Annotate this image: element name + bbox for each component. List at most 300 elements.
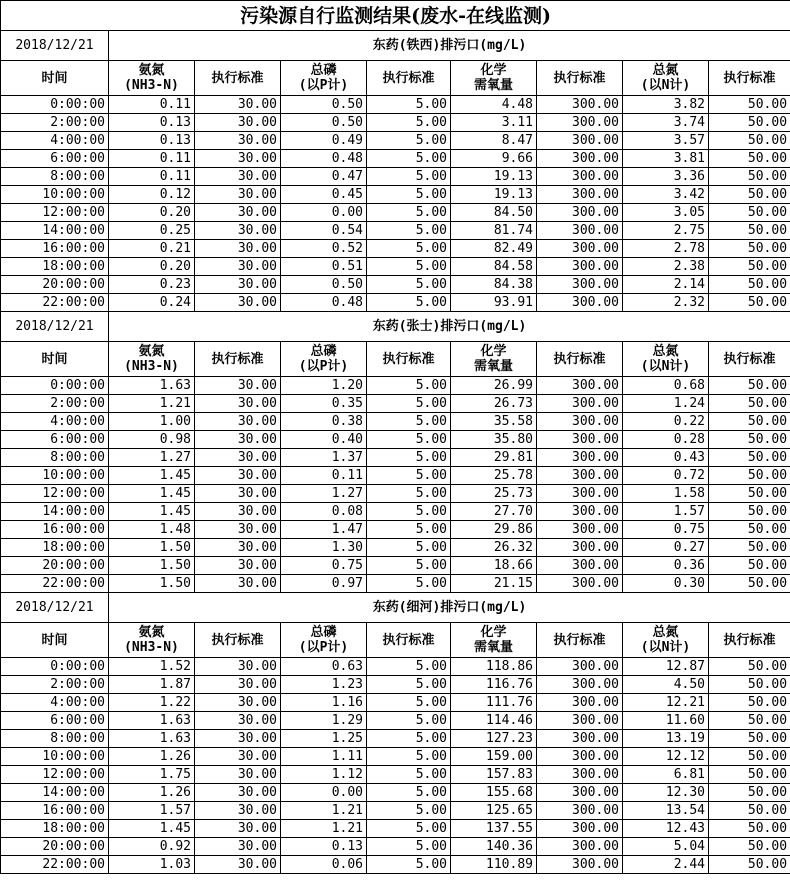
tp-cell: 0.45 (281, 186, 367, 204)
table-row (1, 467, 790, 485)
tn-standard-cell: 50.00 (709, 694, 790, 712)
cod-cell: 110.89 (451, 856, 537, 874)
time-cell: 10:00:00 (1, 467, 109, 485)
header-line: 需氧量 (473, 78, 513, 93)
nh3-cell: 1.63 (109, 712, 195, 730)
header-line: (NH3-N) (124, 78, 179, 93)
tp-standard-cell: 5.00 (367, 413, 451, 431)
time-cell: 18:00:00 (1, 258, 109, 276)
tn-standard-cell: 50.00 (709, 784, 790, 802)
tn-cell: 1.58 (623, 485, 709, 503)
cod-standard-cell: 300.00 (537, 676, 623, 694)
time-cell: 6:00:00 (1, 712, 109, 730)
tn-standard-cell: 50.00 (709, 467, 790, 485)
cod-cell: 140.36 (451, 838, 537, 856)
tp-cell: 1.21 (281, 802, 367, 820)
cod-cell: 84.50 (451, 204, 537, 222)
tp-standard-cell: 5.00 (367, 838, 451, 856)
tp-standard-cell: 5.00 (367, 168, 451, 186)
cod-standard-cell: 300.00 (537, 204, 623, 222)
col-header-time: 时间 (1, 342, 109, 377)
tp-standard-cell: 5.00 (367, 503, 451, 521)
cod-standard-cell: 300.00 (537, 485, 623, 503)
table-row (1, 838, 790, 856)
column-header-row (1, 623, 790, 658)
tp-cell: 0.50 (281, 96, 367, 114)
time-cell: 20:00:00 (1, 557, 109, 575)
cod-cell: 111.76 (451, 694, 537, 712)
tn-standard-cell: 50.00 (709, 485, 790, 503)
cod-standard-cell: 300.00 (537, 240, 623, 258)
tp-cell: 0.08 (281, 503, 367, 521)
time-cell: 14:00:00 (1, 503, 109, 521)
nh3-cell: 0.11 (109, 96, 195, 114)
cod-standard-cell: 300.00 (537, 748, 623, 766)
cod-cell: 25.78 (451, 467, 537, 485)
tn-cell: 2.75 (623, 222, 709, 240)
nh3-cell: 1.75 (109, 766, 195, 784)
title-row (1, 1, 790, 31)
nh3-standard-cell: 30.00 (195, 748, 281, 766)
nh3-standard-cell: 30.00 (195, 521, 281, 539)
cod-standard-cell: 300.00 (537, 838, 623, 856)
tp-cell: 0.49 (281, 132, 367, 150)
section-header-row (1, 312, 790, 342)
table-row (1, 431, 790, 449)
nh3-cell: 1.45 (109, 503, 195, 521)
cod-cell: 155.68 (451, 784, 537, 802)
nh3-cell: 0.11 (109, 150, 195, 168)
tn-cell: 3.74 (623, 114, 709, 132)
tp-cell: 1.11 (281, 748, 367, 766)
tn-cell: 1.24 (623, 395, 709, 413)
nh3-standard-cell: 30.00 (195, 186, 281, 204)
cod-cell: 19.13 (451, 168, 537, 186)
nh3-standard-cell: 30.00 (195, 485, 281, 503)
nh3-standard-cell: 30.00 (195, 557, 281, 575)
header-line: (以N计) (640, 640, 691, 655)
tn-cell: 5.04 (623, 838, 709, 856)
cod-standard-cell: 300.00 (537, 784, 623, 802)
tn-standard-cell: 50.00 (709, 449, 790, 467)
tn-standard-cell: 50.00 (709, 413, 790, 431)
nh3-standard-cell: 30.00 (195, 766, 281, 784)
table-row (1, 856, 790, 874)
time-cell: 20:00:00 (1, 838, 109, 856)
tn-cell: 0.22 (623, 413, 709, 431)
header-line: 氨氮 (138, 344, 165, 359)
col-header-tn (623, 61, 709, 96)
cod-standard-cell: 300.00 (537, 276, 623, 294)
table-row (1, 294, 790, 312)
table-row (1, 449, 790, 467)
col-header-nh3 (109, 61, 195, 96)
tn-cell: 11.60 (623, 712, 709, 730)
nh3-standard-cell: 30.00 (195, 575, 281, 593)
table-row (1, 377, 790, 395)
tp-cell: 1.20 (281, 377, 367, 395)
tp-cell: 0.13 (281, 838, 367, 856)
tp-standard-cell: 5.00 (367, 132, 451, 150)
table-row (1, 150, 790, 168)
tp-standard-cell: 5.00 (367, 575, 451, 593)
time-cell: 16:00:00 (1, 240, 109, 258)
header-line: 氨氮 (138, 63, 165, 78)
cod-standard-cell: 300.00 (537, 186, 623, 204)
tn-standard-cell: 50.00 (709, 240, 790, 258)
time-cell: 0:00:00 (1, 96, 109, 114)
tp-cell: 0.47 (281, 168, 367, 186)
cod-standard-cell: 300.00 (537, 802, 623, 820)
tn-cell: 12.30 (623, 784, 709, 802)
tn-cell: 3.57 (623, 132, 709, 150)
table-row (1, 766, 790, 784)
cod-cell: 4.48 (451, 96, 537, 114)
cod-standard-cell: 300.00 (537, 521, 623, 539)
header-line: 需氧量 (473, 359, 513, 374)
table-row (1, 258, 790, 276)
tn-standard-cell: 50.00 (709, 96, 790, 114)
tn-cell: 0.27 (623, 539, 709, 557)
tp-cell: 1.16 (281, 694, 367, 712)
section-date: 2018/12/21 (1, 593, 109, 623)
tn-standard-cell: 50.00 (709, 766, 790, 784)
table-row (1, 240, 790, 258)
cod-cell: 26.73 (451, 395, 537, 413)
nh3-cell: 1.63 (109, 730, 195, 748)
col-header-tp (281, 342, 367, 377)
tn-cell: 12.43 (623, 820, 709, 838)
cod-cell: 26.32 (451, 539, 537, 557)
nh3-cell: 1.50 (109, 539, 195, 557)
cod-cell: 159.00 (451, 748, 537, 766)
table-row (1, 485, 790, 503)
table-row (1, 730, 790, 748)
cod-cell: 29.81 (451, 449, 537, 467)
tp-standard-cell: 5.00 (367, 802, 451, 820)
column-header-row (1, 61, 790, 96)
cod-cell: 35.80 (451, 431, 537, 449)
header-line: 化学 (480, 344, 507, 359)
tp-standard-cell: 5.00 (367, 449, 451, 467)
tn-cell: 13.54 (623, 802, 709, 820)
nh3-cell: 0.20 (109, 204, 195, 222)
tp-cell: 0.75 (281, 557, 367, 575)
cod-cell: 35.58 (451, 413, 537, 431)
nh3-standard-cell: 30.00 (195, 204, 281, 222)
tp-standard-cell: 5.00 (367, 539, 451, 557)
tn-standard-cell: 50.00 (709, 676, 790, 694)
col-header-standard: 执行标准 (709, 61, 790, 96)
cod-standard-cell: 300.00 (537, 413, 623, 431)
nh3-standard-cell: 30.00 (195, 503, 281, 521)
tp-standard-cell: 5.00 (367, 186, 451, 204)
tp-standard-cell: 5.00 (367, 712, 451, 730)
col-header-tp (281, 61, 367, 96)
tn-standard-cell: 50.00 (709, 377, 790, 395)
nh3-cell: 0.21 (109, 240, 195, 258)
time-cell: 12:00:00 (1, 204, 109, 222)
tn-cell: 0.43 (623, 449, 709, 467)
header-line: 总氮 (652, 625, 679, 640)
tn-standard-cell: 50.00 (709, 294, 790, 312)
col-header-standard: 执行标准 (367, 61, 451, 96)
cod-standard-cell: 300.00 (537, 730, 623, 748)
col-header-nh3 (109, 623, 195, 658)
header-line: 总氮 (652, 344, 679, 359)
header-line: (以N计) (640, 78, 691, 93)
col-header-standard: 执行标准 (709, 342, 790, 377)
header-line: 化学 (480, 63, 507, 78)
tn-cell: 3.81 (623, 150, 709, 168)
section-date: 2018/12/21 (1, 31, 109, 61)
cod-standard-cell: 300.00 (537, 503, 623, 521)
tp-cell: 0.40 (281, 431, 367, 449)
cod-standard-cell: 300.00 (537, 539, 623, 557)
col-header-standard: 执行标准 (537, 623, 623, 658)
tn-cell: 2.14 (623, 276, 709, 294)
nh3-standard-cell: 30.00 (195, 294, 281, 312)
col-header-tn (623, 623, 709, 658)
cod-cell: 8.47 (451, 132, 537, 150)
col-header-standard: 执行标准 (709, 623, 790, 658)
nh3-cell: 1.50 (109, 557, 195, 575)
table-row (1, 204, 790, 222)
table-row (1, 96, 790, 114)
col-header-standard: 执行标准 (367, 342, 451, 377)
tn-cell: 3.82 (623, 96, 709, 114)
tp-cell: 0.35 (281, 395, 367, 413)
nh3-cell: 0.13 (109, 132, 195, 150)
tn-standard-cell: 50.00 (709, 820, 790, 838)
col-header-tp (281, 623, 367, 658)
cod-cell: 81.74 (451, 222, 537, 240)
nh3-standard-cell: 30.00 (195, 96, 281, 114)
tn-cell: 0.30 (623, 575, 709, 593)
table-row (1, 557, 790, 575)
nh3-cell: 0.13 (109, 114, 195, 132)
tp-standard-cell: 5.00 (367, 694, 451, 712)
nh3-standard-cell: 30.00 (195, 258, 281, 276)
tn-standard-cell: 50.00 (709, 539, 790, 557)
tn-cell: 1.57 (623, 503, 709, 521)
tn-standard-cell: 50.00 (709, 503, 790, 521)
tn-standard-cell: 50.00 (709, 222, 790, 240)
time-cell: 6:00:00 (1, 150, 109, 168)
header-line: (以N计) (640, 359, 691, 374)
table-row (1, 712, 790, 730)
section-date: 2018/12/21 (1, 312, 109, 342)
nh3-standard-cell: 30.00 (195, 222, 281, 240)
tn-standard-cell: 50.00 (709, 395, 790, 413)
col-header-standard: 执行标准 (195, 61, 281, 96)
nh3-standard-cell: 30.00 (195, 820, 281, 838)
tn-cell: 0.28 (623, 431, 709, 449)
time-cell: 18:00:00 (1, 820, 109, 838)
cod-standard-cell: 300.00 (537, 258, 623, 276)
cod-standard-cell: 300.00 (537, 856, 623, 874)
nh3-standard-cell: 30.00 (195, 676, 281, 694)
table-row (1, 222, 790, 240)
nh3-cell: 1.45 (109, 467, 195, 485)
cod-standard-cell: 300.00 (537, 557, 623, 575)
nh3-standard-cell: 30.00 (195, 658, 281, 676)
header-line: (NH3-N) (124, 359, 179, 374)
col-header-standard: 执行标准 (537, 342, 623, 377)
tn-cell: 2.32 (623, 294, 709, 312)
time-cell: 14:00:00 (1, 222, 109, 240)
cod-standard-cell: 300.00 (537, 766, 623, 784)
cod-cell: 26.99 (451, 377, 537, 395)
nh3-standard-cell: 30.00 (195, 694, 281, 712)
header-line: 总磷 (310, 63, 337, 78)
tn-standard-cell: 50.00 (709, 712, 790, 730)
tn-standard-cell: 50.00 (709, 658, 790, 676)
cod-standard-cell: 300.00 (537, 449, 623, 467)
cod-cell: 18.66 (451, 557, 537, 575)
tn-standard-cell: 50.00 (709, 186, 790, 204)
tn-cell: 0.72 (623, 467, 709, 485)
table-row (1, 694, 790, 712)
tp-standard-cell: 5.00 (367, 276, 451, 294)
nh3-cell: 0.92 (109, 838, 195, 856)
time-cell: 10:00:00 (1, 186, 109, 204)
cod-cell: 29.86 (451, 521, 537, 539)
cod-standard-cell: 300.00 (537, 694, 623, 712)
tn-standard-cell: 50.00 (709, 258, 790, 276)
tp-cell: 0.38 (281, 413, 367, 431)
tn-standard-cell: 50.00 (709, 276, 790, 294)
time-cell: 16:00:00 (1, 802, 109, 820)
tp-cell: 0.00 (281, 204, 367, 222)
tn-standard-cell: 50.00 (709, 748, 790, 766)
tp-cell: 1.29 (281, 712, 367, 730)
cod-cell: 3.11 (451, 114, 537, 132)
time-cell: 2:00:00 (1, 676, 109, 694)
tn-cell: 12.12 (623, 748, 709, 766)
nh3-cell: 1.52 (109, 658, 195, 676)
nh3-standard-cell: 30.00 (195, 431, 281, 449)
tn-cell: 2.38 (623, 258, 709, 276)
tn-cell: 6.81 (623, 766, 709, 784)
nh3-standard-cell: 30.00 (195, 114, 281, 132)
table-row (1, 503, 790, 521)
time-cell: 6:00:00 (1, 431, 109, 449)
table-row (1, 658, 790, 676)
cod-standard-cell: 300.00 (537, 114, 623, 132)
tp-cell: 1.27 (281, 485, 367, 503)
tp-cell: 0.51 (281, 258, 367, 276)
tp-standard-cell: 5.00 (367, 222, 451, 240)
nh3-standard-cell: 30.00 (195, 395, 281, 413)
tn-standard-cell: 50.00 (709, 150, 790, 168)
time-cell: 12:00:00 (1, 766, 109, 784)
tn-cell: 13.19 (623, 730, 709, 748)
table-row (1, 748, 790, 766)
tp-standard-cell: 5.00 (367, 856, 451, 874)
tp-cell: 0.06 (281, 856, 367, 874)
tn-cell: 12.87 (623, 658, 709, 676)
col-header-tn (623, 342, 709, 377)
nh3-cell: 1.22 (109, 694, 195, 712)
nh3-cell: 1.26 (109, 748, 195, 766)
nh3-cell: 0.24 (109, 294, 195, 312)
tp-cell: 0.54 (281, 222, 367, 240)
tn-cell: 4.50 (623, 676, 709, 694)
section-outlet-title: 东药(细河)排污口(mg/L) (109, 593, 790, 623)
nh3-cell: 1.21 (109, 395, 195, 413)
tn-cell: 3.42 (623, 186, 709, 204)
tn-cell: 0.68 (623, 377, 709, 395)
tn-standard-cell: 50.00 (709, 431, 790, 449)
nh3-standard-cell: 30.00 (195, 150, 281, 168)
cod-standard-cell: 300.00 (537, 712, 623, 730)
nh3-cell: 0.25 (109, 222, 195, 240)
time-cell: 4:00:00 (1, 132, 109, 150)
tn-cell: 2.78 (623, 240, 709, 258)
cod-cell: 9.66 (451, 150, 537, 168)
tn-standard-cell: 50.00 (709, 575, 790, 593)
time-cell: 4:00:00 (1, 694, 109, 712)
nh3-standard-cell: 30.00 (195, 856, 281, 874)
time-cell: 22:00:00 (1, 294, 109, 312)
nh3-standard-cell: 30.00 (195, 784, 281, 802)
nh3-standard-cell: 30.00 (195, 132, 281, 150)
nh3-standard-cell: 30.00 (195, 467, 281, 485)
page-title: 污染源自行监测结果(废水-在线监测) (1, 1, 790, 31)
nh3-cell: 1.63 (109, 377, 195, 395)
table-row (1, 802, 790, 820)
tn-cell: 12.21 (623, 694, 709, 712)
time-cell: 8:00:00 (1, 730, 109, 748)
header-line: (以P计) (298, 640, 349, 655)
header-line: 总氮 (652, 63, 679, 78)
nh3-cell: 1.00 (109, 413, 195, 431)
nh3-standard-cell: 30.00 (195, 276, 281, 294)
cod-cell: 25.73 (451, 485, 537, 503)
tn-cell: 3.05 (623, 204, 709, 222)
time-cell: 16:00:00 (1, 521, 109, 539)
table-row (1, 413, 790, 431)
time-cell: 4:00:00 (1, 413, 109, 431)
time-cell: 2:00:00 (1, 114, 109, 132)
nh3-cell: 1.48 (109, 521, 195, 539)
nh3-standard-cell: 30.00 (195, 802, 281, 820)
tn-cell: 0.75 (623, 521, 709, 539)
table-row (1, 539, 790, 557)
tn-standard-cell: 50.00 (709, 802, 790, 820)
tp-standard-cell: 5.00 (367, 96, 451, 114)
table-row (1, 395, 790, 413)
time-cell: 0:00:00 (1, 377, 109, 395)
nh3-standard-cell: 30.00 (195, 168, 281, 186)
col-header-standard: 执行标准 (195, 342, 281, 377)
table-row (1, 521, 790, 539)
table-row (1, 186, 790, 204)
cod-standard-cell: 300.00 (537, 820, 623, 838)
time-cell: 12:00:00 (1, 485, 109, 503)
nh3-cell: 1.57 (109, 802, 195, 820)
nh3-cell: 0.11 (109, 168, 195, 186)
cod-standard-cell: 300.00 (537, 132, 623, 150)
cod-cell: 114.46 (451, 712, 537, 730)
table-row (1, 132, 790, 150)
cod-standard-cell: 300.00 (537, 467, 623, 485)
cod-standard-cell: 300.00 (537, 150, 623, 168)
nh3-cell: 1.45 (109, 485, 195, 503)
table-row (1, 276, 790, 294)
cod-cell: 157.83 (451, 766, 537, 784)
